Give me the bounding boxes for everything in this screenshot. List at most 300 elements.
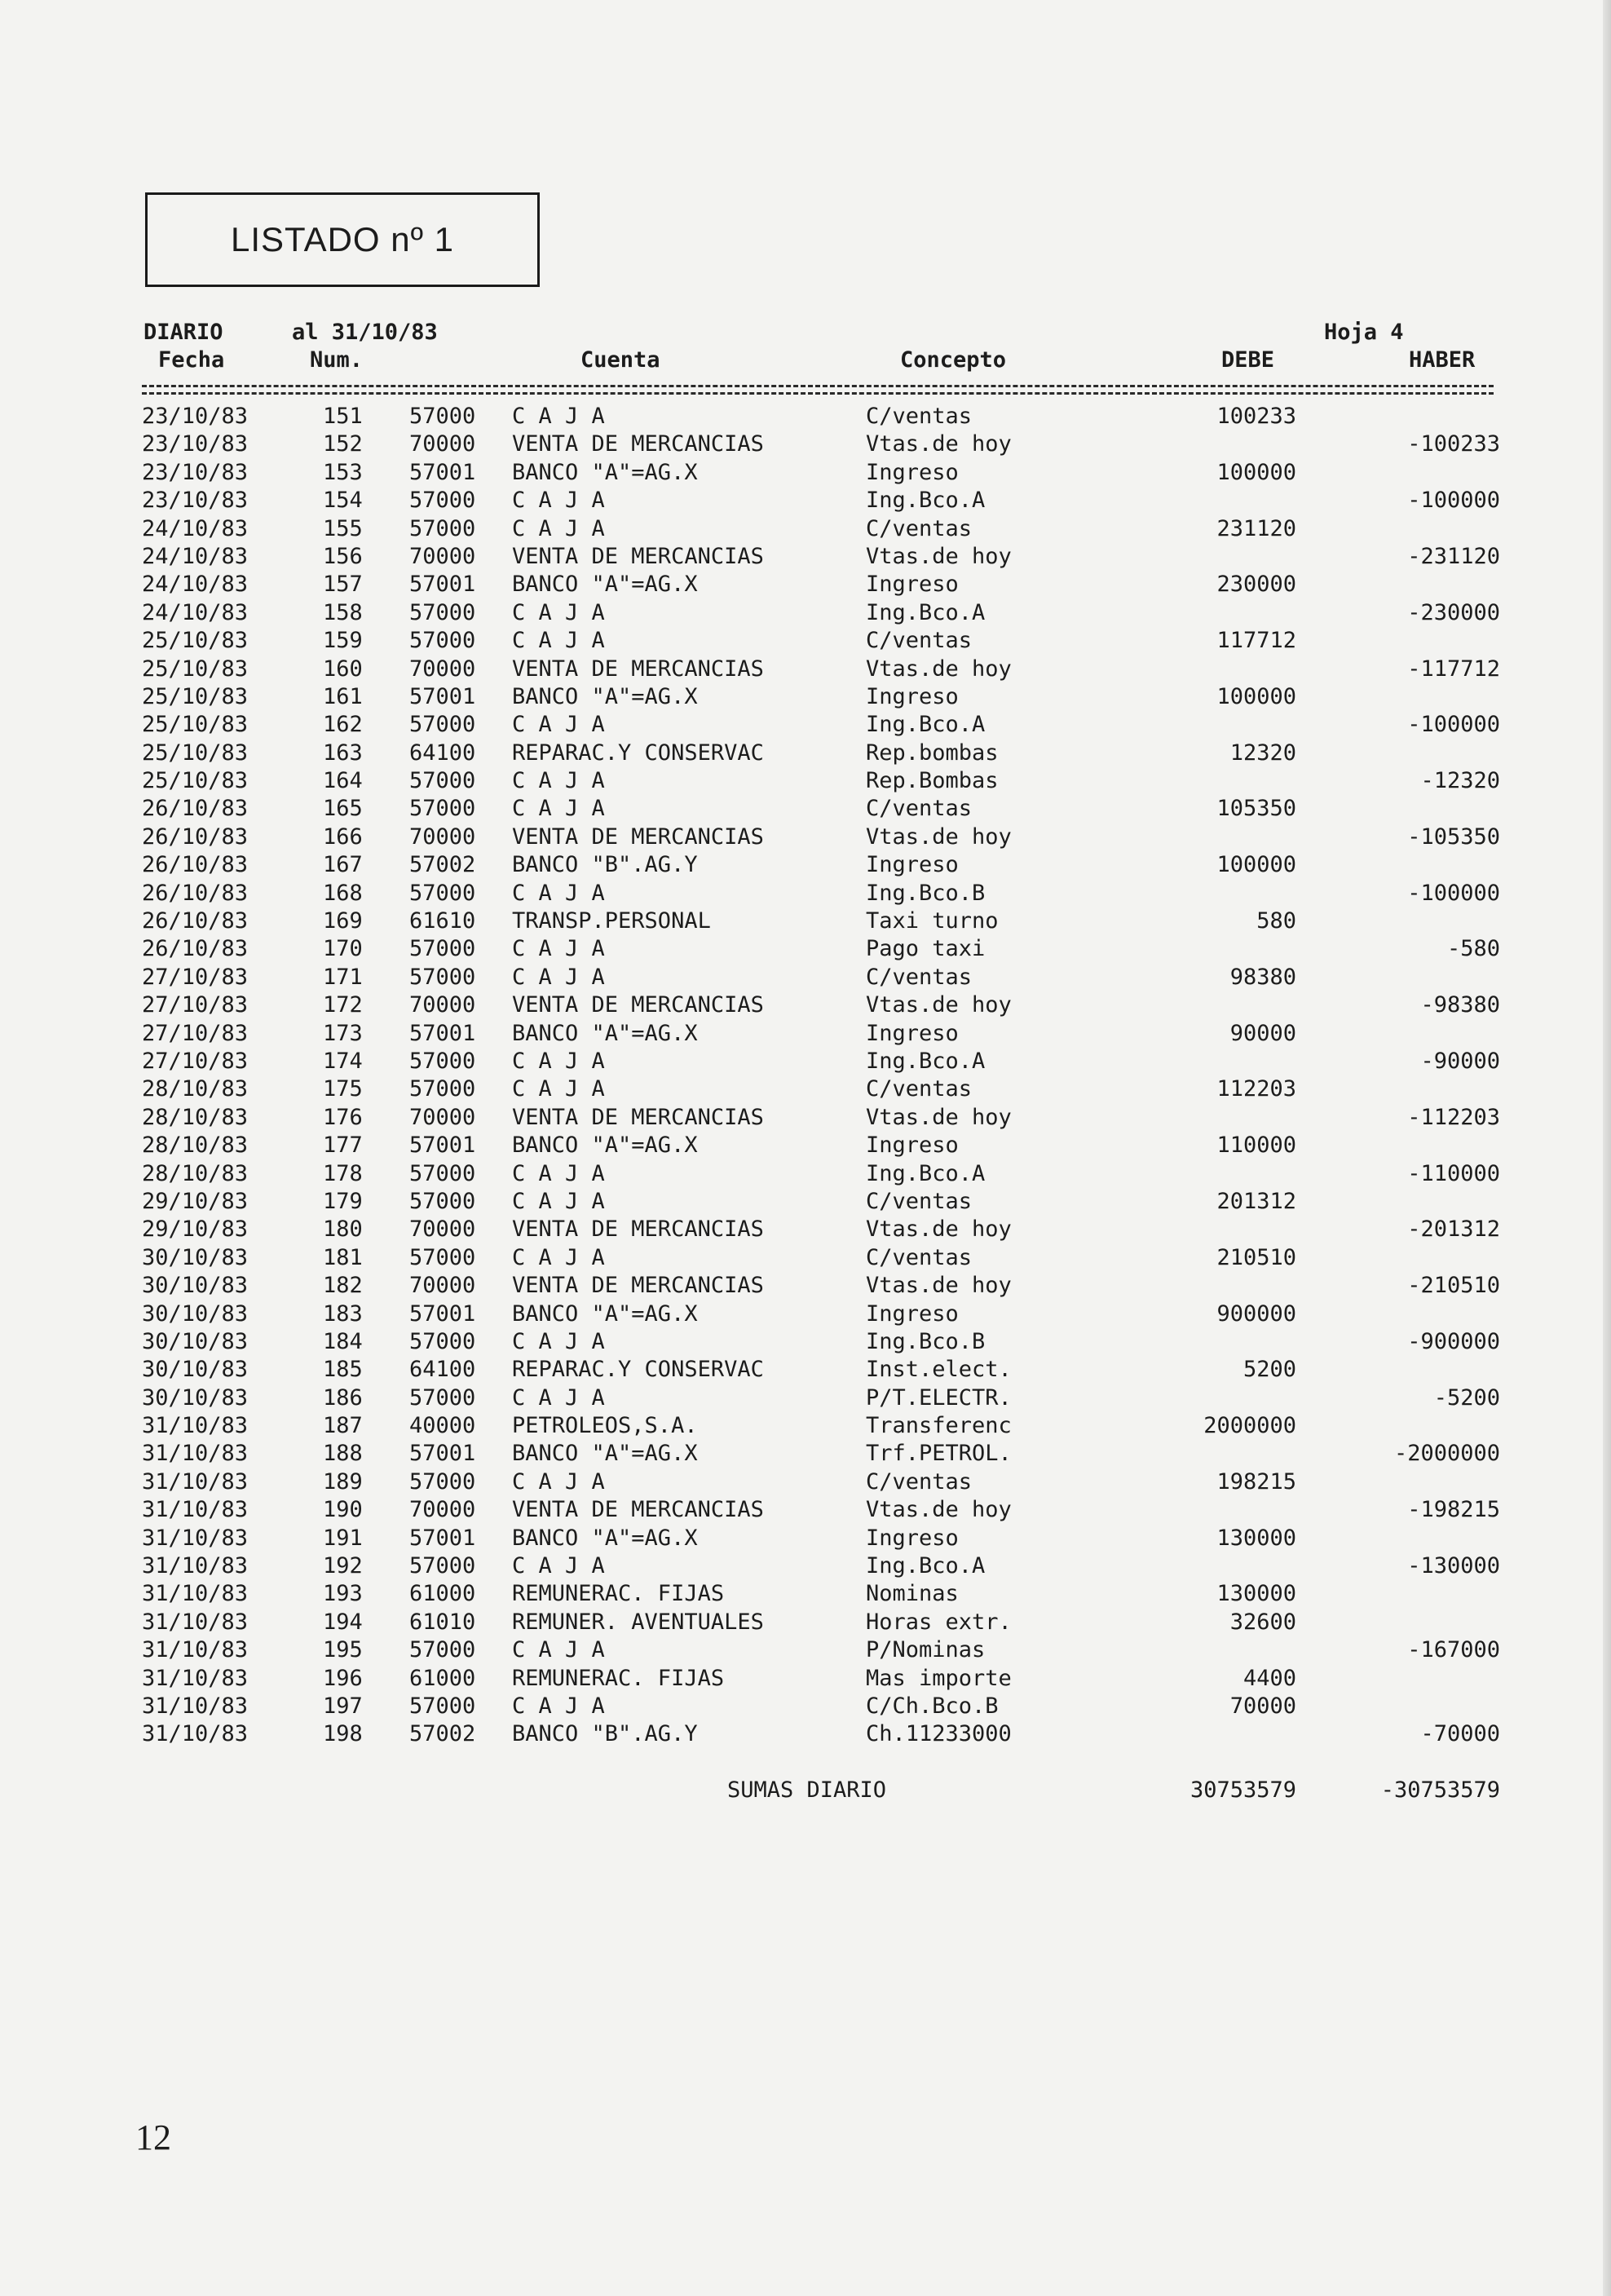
credit-amount: -117712 — [1407, 656, 1500, 682]
entry-number: 183 — [323, 1300, 363, 1327]
credit-amount: -110000 — [1407, 1160, 1500, 1186]
credit-amount: -5200 — [1433, 1384, 1500, 1411]
table-row — [139, 1272, 1500, 1300]
account-code: 57001 — [409, 459, 476, 485]
table-row — [139, 767, 1500, 795]
account-code: 57000 — [409, 1553, 476, 1579]
account-name: VENTA DE MERCANCIAS — [512, 992, 764, 1018]
account-name: C A J A — [512, 1384, 605, 1411]
account-code: 57000 — [409, 628, 476, 654]
entry-date: 30/10/83 — [142, 1273, 249, 1299]
account-name: BANCO "A"=AG.X — [512, 1300, 698, 1327]
account-code: 61000 — [409, 1581, 476, 1607]
debit-amount: 580 — [1256, 908, 1296, 934]
entry-date: 27/10/83 — [142, 1048, 249, 1074]
debit-amount: 90000 — [1229, 1020, 1296, 1046]
entry-number: 191 — [323, 1525, 363, 1551]
totals-row — [139, 1777, 1500, 1807]
table-row — [139, 1412, 1500, 1440]
entry-concept: Horas extr. — [866, 1609, 1012, 1635]
account-name: C A J A — [512, 1693, 605, 1719]
account-code: 57000 — [409, 768, 476, 794]
entry-concept: C/ventas — [866, 964, 973, 990]
journal-label: DIARIO — [143, 320, 223, 345]
entry-number: 195 — [323, 1637, 363, 1663]
account-code: 61000 — [409, 1665, 476, 1691]
entry-date: 25/10/83 — [142, 628, 249, 654]
debit-amount: 198215 — [1216, 1468, 1296, 1495]
credit-amount: -900000 — [1407, 1328, 1500, 1354]
account-name: C A J A — [512, 1468, 605, 1495]
table-row — [139, 487, 1500, 514]
entry-number: 176 — [323, 1104, 363, 1130]
debit-amount: 12320 — [1229, 740, 1296, 766]
account-name: C A J A — [512, 1328, 605, 1354]
entry-concept: Ing.Bco.A — [866, 1160, 986, 1186]
entry-number: 171 — [323, 964, 363, 990]
entry-concept: Rep.Bombas — [866, 768, 999, 794]
debit-amount: 230000 — [1216, 572, 1296, 598]
account-name: VENTA DE MERCANCIAS — [512, 1273, 764, 1299]
account-code: 70000 — [409, 656, 476, 682]
debit-amount: 100000 — [1216, 459, 1296, 485]
account-code: 57001 — [409, 1525, 476, 1551]
entry-date: 26/10/83 — [142, 936, 249, 962]
account-name: TRANSP.PERSONAL — [512, 908, 711, 934]
table-row — [139, 430, 1500, 458]
entry-date: 26/10/83 — [142, 823, 249, 850]
account-name: VENTA DE MERCANCIAS — [512, 1104, 764, 1130]
entry-number: 166 — [323, 823, 363, 850]
credit-amount: -90000 — [1420, 1048, 1500, 1074]
entry-date: 25/10/83 — [142, 768, 249, 794]
table-row — [139, 1216, 1500, 1243]
account-code: 57000 — [409, 880, 476, 906]
entry-date: 27/10/83 — [142, 1020, 249, 1046]
table-row — [139, 795, 1500, 823]
credit-amount: -198215 — [1407, 1497, 1500, 1523]
entry-date: 27/10/83 — [142, 992, 249, 1018]
account-name: VENTA DE MERCANCIAS — [512, 1497, 764, 1523]
entry-date: 25/10/83 — [142, 740, 249, 766]
debit-amount: 130000 — [1216, 1525, 1296, 1551]
account-code: 70000 — [409, 1497, 476, 1523]
account-name: C A J A — [512, 1244, 605, 1270]
table-row — [139, 1525, 1500, 1552]
credit-amount: -70000 — [1420, 1721, 1500, 1747]
account-name: BANCO "A"=AG.X — [512, 1133, 698, 1159]
table-row — [139, 1468, 1500, 1496]
entry-date: 31/10/83 — [142, 1468, 249, 1495]
debit-amount: 110000 — [1216, 1133, 1296, 1159]
account-name: VENTA DE MERCANCIAS — [512, 431, 764, 457]
table-row — [139, 1132, 1500, 1159]
entry-number: 153 — [323, 459, 363, 485]
account-code: 57001 — [409, 683, 476, 709]
account-code: 57000 — [409, 796, 476, 822]
entry-date: 31/10/83 — [142, 1721, 249, 1747]
table-row — [139, 656, 1500, 683]
col-header-debe: DEBE — [1221, 347, 1275, 373]
debit-amount: 201312 — [1216, 1188, 1296, 1214]
entry-date: 23/10/83 — [142, 431, 249, 457]
entry-date: 23/10/83 — [142, 459, 249, 485]
entry-number: 184 — [323, 1328, 363, 1354]
account-name: C A J A — [512, 880, 605, 906]
account-name: C A J A — [512, 1076, 605, 1102]
table-row — [139, 851, 1500, 879]
account-code: 64100 — [409, 740, 476, 766]
entry-number: 181 — [323, 1244, 363, 1270]
entry-number: 169 — [323, 908, 363, 934]
entry-concept: C/ventas — [866, 796, 973, 822]
debit-amount: 210510 — [1216, 1244, 1296, 1270]
debit-amount: 105350 — [1216, 796, 1296, 822]
credit-amount: -201312 — [1407, 1216, 1500, 1243]
debit-amount: 4400 — [1242, 1665, 1296, 1691]
account-code: 57000 — [409, 1637, 476, 1663]
account-name: C A J A — [512, 1188, 605, 1214]
entry-date: 31/10/83 — [142, 1441, 249, 1467]
entry-date: 30/10/83 — [142, 1300, 249, 1327]
entry-date: 23/10/83 — [142, 404, 249, 429]
account-name: C A J A — [512, 404, 605, 429]
debit-amount: 2000000 — [1203, 1413, 1296, 1439]
entry-number: 152 — [323, 431, 363, 457]
entry-number: 180 — [323, 1216, 363, 1243]
account-code: 70000 — [409, 1273, 476, 1299]
table-row — [139, 907, 1500, 935]
entry-concept: Ing.Bco.A — [866, 712, 986, 738]
entry-date: 24/10/83 — [142, 543, 249, 569]
credit-amount: -210510 — [1407, 1273, 1500, 1299]
account-code: 57000 — [409, 1468, 476, 1495]
account-code: 57001 — [409, 1441, 476, 1467]
entry-concept: Vtas.de hoy — [866, 543, 1012, 569]
entry-number: 179 — [323, 1188, 363, 1214]
entry-concept: Vtas.de hoy — [866, 656, 1012, 682]
table-row — [139, 1665, 1500, 1693]
credit-amount: -580 — [1446, 936, 1500, 962]
account-name: BANCO "A"=AG.X — [512, 1441, 698, 1467]
credit-amount: -167000 — [1407, 1637, 1500, 1663]
debit-amount: 231120 — [1216, 515, 1296, 541]
entry-number: 188 — [323, 1441, 363, 1467]
sheet-label: Hoja 4 — [1324, 320, 1404, 345]
entry-date: 31/10/83 — [142, 1525, 249, 1551]
entry-concept: Trf.PETROL. — [866, 1441, 1012, 1467]
table-row — [139, 964, 1500, 991]
credit-amount: -12320 — [1420, 768, 1500, 794]
entry-date: 31/10/83 — [142, 1413, 249, 1439]
table-row — [139, 1636, 1500, 1664]
entry-concept: Ing.Bco.A — [866, 488, 986, 514]
entry-number: 189 — [323, 1468, 363, 1495]
credit-amount: -100233 — [1407, 431, 1500, 457]
header-separator — [142, 385, 1494, 395]
entry-number: 174 — [323, 1048, 363, 1074]
credit-amount: -105350 — [1407, 823, 1500, 850]
entry-date: 31/10/83 — [142, 1553, 249, 1579]
entry-date: 31/10/83 — [142, 1637, 249, 1663]
entry-number: 161 — [323, 683, 363, 709]
col-header-cuenta: Cuenta — [580, 347, 660, 373]
entry-concept: Vtas.de hoy — [866, 1216, 1012, 1243]
entry-concept: Vtas.de hoy — [866, 992, 1012, 1018]
account-name: C A J A — [512, 628, 605, 654]
journal-table — [139, 403, 1500, 1749]
entry-concept: Mas importe — [866, 1665, 1012, 1691]
account-code: 57001 — [409, 1020, 476, 1046]
account-code: 57000 — [409, 1244, 476, 1270]
entry-date: 25/10/83 — [142, 683, 249, 709]
entry-number: 177 — [323, 1133, 363, 1159]
entry-concept: Ing.Bco.B — [866, 1328, 986, 1354]
account-name: C A J A — [512, 964, 605, 990]
entry-concept: C/ventas — [866, 515, 973, 541]
table-row — [139, 1048, 1500, 1075]
account-name: C A J A — [512, 1048, 605, 1074]
entry-number: 193 — [323, 1581, 363, 1607]
account-name: BANCO "B".AG.Y — [512, 852, 698, 878]
table-row — [139, 1720, 1500, 1748]
entry-concept: C/ventas — [866, 1468, 973, 1495]
table-row — [139, 935, 1500, 963]
table-row — [139, 991, 1500, 1019]
account-code: 57000 — [409, 1693, 476, 1719]
entry-date: 24/10/83 — [142, 515, 249, 541]
account-name: VENTA DE MERCANCIAS — [512, 656, 764, 682]
entry-date: 30/10/83 — [142, 1244, 249, 1270]
account-name: C A J A — [512, 768, 605, 794]
account-name: BANCO "A"=AG.X — [512, 1525, 698, 1551]
table-row — [139, 403, 1500, 430]
entry-number: 168 — [323, 880, 363, 906]
entry-date: 31/10/83 — [142, 1581, 249, 1607]
account-code: 40000 — [409, 1413, 476, 1439]
entry-date: 28/10/83 — [142, 1104, 249, 1130]
entry-concept: Nominas — [866, 1581, 959, 1607]
entry-number: 196 — [323, 1665, 363, 1691]
debit-amount: 98380 — [1229, 964, 1296, 990]
table-row — [139, 1580, 1500, 1608]
table-row — [139, 1356, 1500, 1384]
entry-concept: Pago taxi — [866, 936, 986, 962]
entry-number: 198 — [323, 1721, 363, 1747]
table-row — [139, 571, 1500, 598]
entry-concept: C/Ch.Bco.B — [866, 1693, 999, 1719]
credit-amount: -231120 — [1407, 543, 1500, 569]
entry-date: 31/10/83 — [142, 1497, 249, 1523]
entry-concept: Ing.Bco.A — [866, 1553, 986, 1579]
account-code: 64100 — [409, 1357, 476, 1383]
table-row — [139, 515, 1500, 543]
table-row — [139, 627, 1500, 655]
entry-number: 157 — [323, 572, 363, 598]
account-name: C A J A — [512, 1160, 605, 1186]
account-name: VENTA DE MERCANCIAS — [512, 1216, 764, 1243]
entry-number: 151 — [323, 404, 363, 429]
entry-number: 172 — [323, 992, 363, 1018]
entry-number: 155 — [323, 515, 363, 541]
account-code: 57002 — [409, 852, 476, 878]
page-number: 12 — [135, 2117, 171, 2157]
entry-number: 160 — [323, 656, 363, 682]
account-code: 57000 — [409, 515, 476, 541]
debit-amount: 5200 — [1242, 1357, 1296, 1383]
account-name: BANCO "B".AG.Y — [512, 1721, 698, 1747]
account-name: REPARAC.Y CONSERVAC — [512, 740, 764, 766]
totals-label: SUMAS DIARIO — [727, 1777, 887, 1803]
entry-date: 31/10/83 — [142, 1665, 249, 1691]
account-code: 70000 — [409, 992, 476, 1018]
table-row — [139, 1552, 1500, 1580]
credit-amount: -100000 — [1407, 880, 1500, 906]
entry-concept: Ch.11233000 — [866, 1721, 1012, 1747]
account-name: REMUNERAC. FIJAS — [512, 1665, 725, 1691]
col-header-concepto: Concepto — [900, 347, 1007, 373]
debit-amount: 900000 — [1216, 1300, 1296, 1327]
entry-date: 26/10/83 — [142, 852, 249, 878]
table-row — [139, 711, 1500, 739]
entry-concept: C/ventas — [866, 1188, 973, 1214]
listing-title: LISTADO nº 1 — [231, 220, 454, 258]
entry-number: 194 — [323, 1609, 363, 1635]
account-code: 57000 — [409, 1160, 476, 1186]
entry-number: 173 — [323, 1020, 363, 1046]
account-name: BANCO "A"=AG.X — [512, 572, 698, 598]
entry-number: 186 — [323, 1384, 363, 1411]
entry-concept: P/T.ELECTR. — [866, 1384, 1012, 1411]
title-box — [145, 192, 540, 287]
entry-number: 185 — [323, 1357, 363, 1383]
entry-concept: Vtas.de hoy — [866, 431, 1012, 457]
account-code: 70000 — [409, 1104, 476, 1130]
entry-concept: Inst.elect. — [866, 1357, 1012, 1383]
account-name: C A J A — [512, 1637, 605, 1663]
entry-concept: C/ventas — [866, 1244, 973, 1270]
entry-date: 30/10/83 — [142, 1384, 249, 1411]
entry-date: 28/10/83 — [142, 1133, 249, 1159]
table-row — [139, 1188, 1500, 1216]
page-edge — [1603, 0, 1611, 2296]
account-name: C A J A — [512, 488, 605, 514]
entry-number: 192 — [323, 1553, 363, 1579]
debit-amount: 117712 — [1216, 628, 1296, 654]
entry-date: 26/10/83 — [142, 908, 249, 934]
entry-concept: Ingreso — [866, 572, 959, 598]
account-name: BANCO "A"=AG.X — [512, 1020, 698, 1046]
credit-amount: -2000000 — [1393, 1441, 1500, 1467]
col-header-num: Num. — [310, 347, 364, 373]
table-row — [139, 1693, 1500, 1720]
entry-number: 163 — [323, 740, 363, 766]
entry-number: 187 — [323, 1413, 363, 1439]
table-row — [139, 880, 1500, 907]
account-code: 57001 — [409, 572, 476, 598]
entry-concept: Taxi turno — [866, 908, 999, 934]
table-row — [139, 823, 1500, 851]
entry-date: 28/10/83 — [142, 1076, 249, 1102]
debit-amount: 100000 — [1216, 852, 1296, 878]
account-code: 57000 — [409, 404, 476, 429]
credit-amount: -112203 — [1407, 1104, 1500, 1130]
debit-amount: 70000 — [1229, 1693, 1296, 1719]
journal-date: al 31/10/83 — [292, 320, 438, 345]
entry-date: 25/10/83 — [142, 656, 249, 682]
entry-date: 28/10/83 — [142, 1160, 249, 1186]
entry-concept: C/ventas — [866, 1076, 973, 1102]
table-row — [139, 543, 1500, 571]
table-row — [139, 1384, 1500, 1412]
account-code: 57001 — [409, 1300, 476, 1327]
account-code: 70000 — [409, 431, 476, 457]
account-name: C A J A — [512, 515, 605, 541]
account-code: 70000 — [409, 543, 476, 569]
entry-date: 30/10/83 — [142, 1357, 249, 1383]
entry-concept: Ingreso — [866, 683, 959, 709]
entry-concept: C/ventas — [866, 404, 973, 429]
entry-concept: Vtas.de hoy — [866, 1497, 1012, 1523]
entry-concept: Ingreso — [866, 1300, 959, 1327]
account-code: 57000 — [409, 1076, 476, 1102]
account-code: 57000 — [409, 599, 476, 625]
entry-number: 175 — [323, 1076, 363, 1102]
entry-concept: Ingreso — [866, 459, 959, 485]
entry-date: 24/10/83 — [142, 599, 249, 625]
entry-concept: P/Nominas — [866, 1637, 986, 1663]
entry-date: 29/10/83 — [142, 1188, 249, 1214]
entry-date: 26/10/83 — [142, 796, 249, 822]
entry-concept: Ingreso — [866, 1020, 959, 1046]
entry-date: 31/10/83 — [142, 1609, 249, 1635]
entry-concept: Ing.Bco.A — [866, 599, 986, 625]
entry-number: 170 — [323, 936, 363, 962]
account-code: 57000 — [409, 1048, 476, 1074]
account-name: REMUNER. AVENTUALES — [512, 1609, 764, 1635]
table-row — [139, 740, 1500, 767]
entry-concept: Transferenc — [866, 1413, 1012, 1439]
table-row — [139, 1300, 1500, 1328]
entry-number: 165 — [323, 796, 363, 822]
debit-amount: 100000 — [1216, 683, 1296, 709]
account-name: C A J A — [512, 796, 605, 822]
entry-number: 162 — [323, 712, 363, 738]
entry-date: 26/10/83 — [142, 880, 249, 906]
account-code: 57000 — [409, 1384, 476, 1411]
entry-date: 23/10/83 — [142, 488, 249, 514]
credit-amount: -100000 — [1407, 488, 1500, 514]
account-name: C A J A — [512, 936, 605, 962]
entry-date: 30/10/83 — [142, 1328, 249, 1354]
table-row — [139, 1496, 1500, 1524]
entry-number: 164 — [323, 768, 363, 794]
entry-concept: Ingreso — [866, 1133, 959, 1159]
account-name: C A J A — [512, 1553, 605, 1579]
debit-amount: 100233 — [1216, 404, 1296, 429]
entry-date: 24/10/83 — [142, 572, 249, 598]
table-row — [139, 1020, 1500, 1048]
entry-date: 27/10/83 — [142, 964, 249, 990]
entry-number: 178 — [323, 1160, 363, 1186]
entry-date: 29/10/83 — [142, 1216, 249, 1243]
account-code: 70000 — [409, 1216, 476, 1243]
table-row — [139, 1244, 1500, 1272]
entry-number: 167 — [323, 852, 363, 878]
account-code: 57000 — [409, 936, 476, 962]
account-name: VENTA DE MERCANCIAS — [512, 823, 764, 850]
credit-amount: -100000 — [1407, 712, 1500, 738]
